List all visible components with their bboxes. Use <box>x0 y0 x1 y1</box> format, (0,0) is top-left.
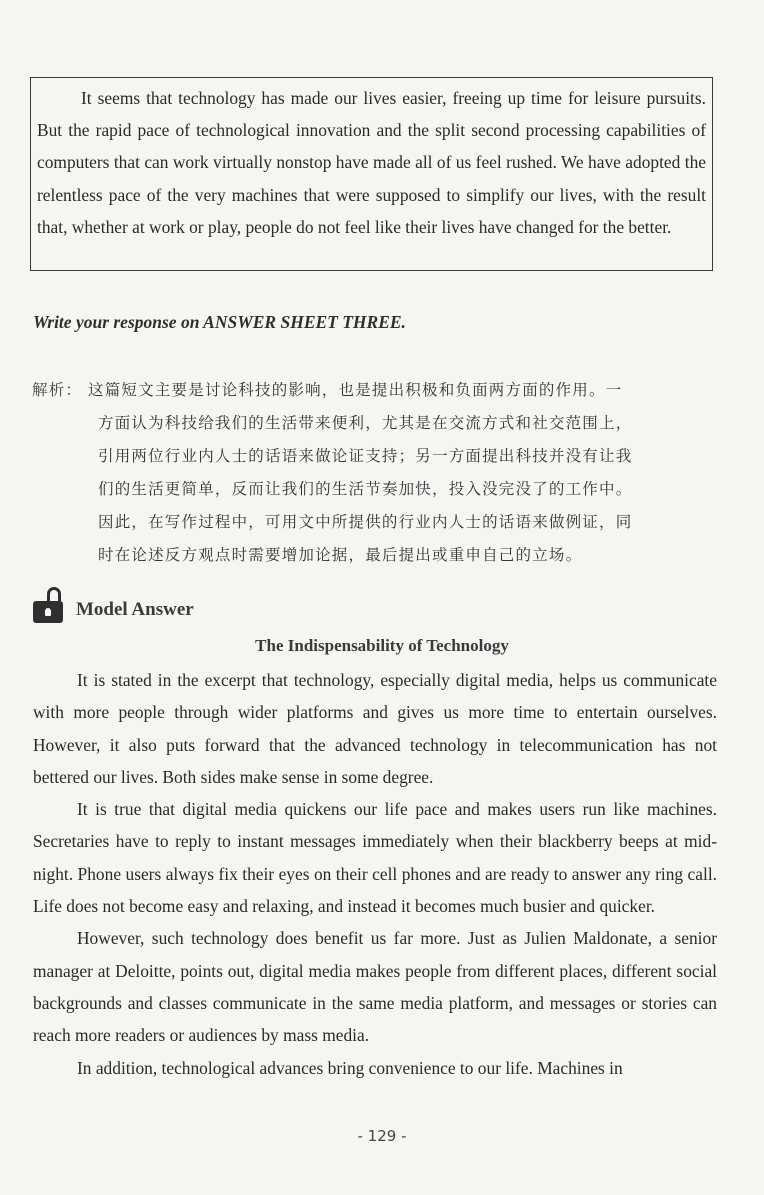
analysis-line: 方面认为科技给我们的生活带来便利，尤其是在交流方式和社交范围上， <box>98 414 633 432</box>
essay-body <box>33 664 717 1084</box>
essay-title: The Indispensability of Technology <box>255 636 509 655</box>
analysis-line: 时在论述反方观点时需要增加论据，最后提出或重申自己的立场。 <box>98 546 583 564</box>
analysis-label: 解析： <box>32 381 83 399</box>
essay-paragraph: However, such technology does benefit us far more. Just as Julien Maldonate, a senior manager at Deloitte, points out, digital media makes people from different places, different social backgrounds and classes communicate in the same media platform, and messages or stories can reach more readers or audiences by mass media. <box>33 928 717 1046</box>
excerpt-text: It seems that technology has made our lives easier, freeing up time for leisure pursuits. But the rapid pace of technological innovation and the split second processing capabilities of computers that can work virtually nonstop have made all of us feel rushed. We have adopted the relentless pace of the very machines that were supposed to simplify our lives, with the result that, whether at work or play, people do not feel like their lives have changed for the better. <box>37 88 706 237</box>
analysis-line: 解析： 这篇短文主要是讨论科技的影响，也是提出积极和负面两方面的作用。一 <box>32 378 722 411</box>
analysis-line: 引用两位行业内人士的话语来做论证支持；另一方面提出科技并没有让我 <box>98 447 633 465</box>
essay-paragraph: It is true that digital media quickens our life pace and makes users run like machines. Secretaries have to reply to instant messages immediately when their blackberry beeps at mid-night. Phone users always fix their eyes on their cell phones and are ready to answer any ring call. Life does not become easy and relaxing, and instead it becomes much busier and quicker. <box>33 799 717 917</box>
analysis-line: 因此，在写作过程中，可用文中所提供的行业内人士的话语来做例证，同 <box>98 513 633 531</box>
analysis-line: 们的生活更简单，反而让我们的生活节奏加快，投入没完没了的工作中。 <box>98 480 633 498</box>
essay-paragraph: It is stated in the excerpt that technology, especially digital media, helps us communicate with more people through wider platforms and gives us more time to entertain ourselves. However, it also puts forward that the advanced technology in telecommunication has not bettered our lives. Both sides make sense in some degree. <box>33 670 717 787</box>
analysis-section <box>32 378 722 576</box>
model-answer-heading: Model Answer <box>76 599 194 620</box>
lock-icon <box>33 585 67 623</box>
answer-instruction: Write your response on ANSWER SHEET THREE. <box>33 312 406 332</box>
model-answer-header <box>33 583 194 623</box>
excerpt-box <box>30 77 713 271</box>
essay-paragraph: In addition, technological advances bring convenience to our life. Machines in <box>77 1057 623 1078</box>
page-number: - 129 - <box>357 1127 407 1145</box>
